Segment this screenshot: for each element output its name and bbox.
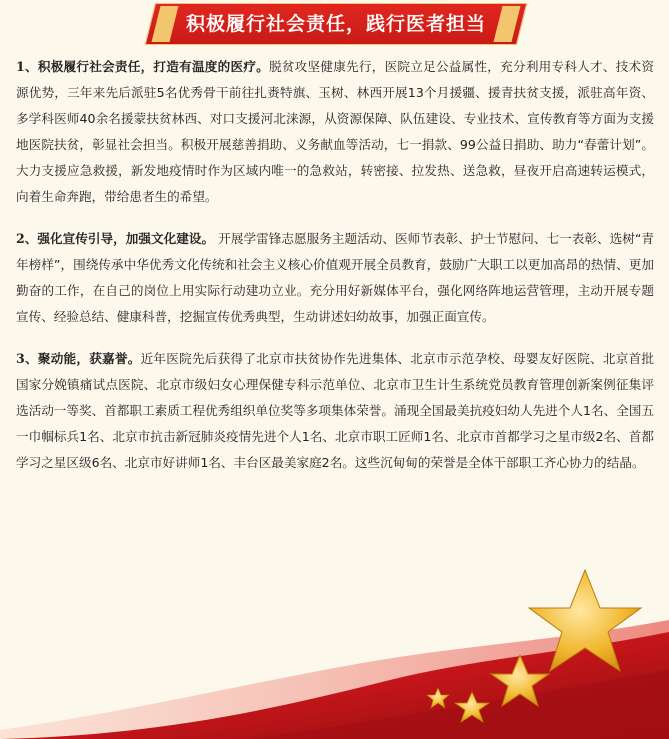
paragraph-1-lead: 1、积极履行社会责任，打造有温度的医疗。 xyxy=(16,59,269,74)
paragraph-3-lead: 3、聚动能，获嘉誉。 xyxy=(16,351,141,366)
article-body xyxy=(16,54,654,492)
paragraph-3 xyxy=(16,346,654,476)
ribbon-decoration xyxy=(0,560,669,739)
paragraph-2-lead: 2、强化宣传引导，加强文化建设。 xyxy=(16,231,215,246)
paragraph-2-body: 开展学雷锋志愿服务主题活动、医师节表彰、护士节慰问、七一表彰、选树“青年榜样”，围绕传承中华优秀文化传统和社会主义核心价值观开展全员教育，鼓励广大职工以更加高昂的热情、更加勤奋的工作，在自己的岗位上用实际行动建功立业。充分用好新媒体平台，强化网络阵地运营管理，主动开展专题宣传、经验总结、健康科普，挖掘宣传优秀典型，生动讲述妇幼故事，加强正面宣传。 xyxy=(16,231,655,324)
paragraph-1-body: 脱贫攻坚健康先行，医院立足公益属性，充分利用专科人才、技术资源优势，三年来先后派驻5名优秀骨干前往扎赉特旗、玉树、林西开展13个月援疆、援青扶贫支援，派驻高年资、多学科医师40余名援蒙扶贫林西、对口支援河北涞源，从资源保障、队伍建设、专业技术、宣传教育等方面为支援地医院扶贫，彰显社会担当。积极开展慈善捐助、义务献血等活动，七一捐款、99公益日捐助、助力“春蕾计划”。大力支援应急救援，新发地疫情时作为区域内唯一的急救站，转密接、拉发热、送急救，昼夜开启高速转运模式，向着生命奔跑，带给患者生的希望。 xyxy=(16,59,654,204)
paragraph-3-body: 近年医院先后获得了北京市扶贫协作先进集体、北京市示范孕校、母婴友好医院、北京首批国家分娩镇痛试点医院、北京市级妇女心理保健专科示范单位、北京市卫生计生系统党员教育管理创新案例征集评选活动一等奖、首都职工素质工程优秀组织单位奖等多项集体荣誉。涌现全国最美抗疫妇幼人先进个人1名、全国五一巾帼标兵1名、北京市抗击新冠肺炎疫情先进个人1名、北京市职工匠师1名、北京市首都学习之星市级2名、首都学习之星区级6名、北京市好讲师1名、丰台区最美家庭2名。这些沉甸甸的荣誉是全体干部职工齐心协力的结晶。 xyxy=(16,351,655,470)
banner-title: 积极履行社会责任，践行医者担当 xyxy=(185,13,486,35)
paragraph-1 xyxy=(16,54,654,210)
paragraph-2 xyxy=(16,226,654,330)
